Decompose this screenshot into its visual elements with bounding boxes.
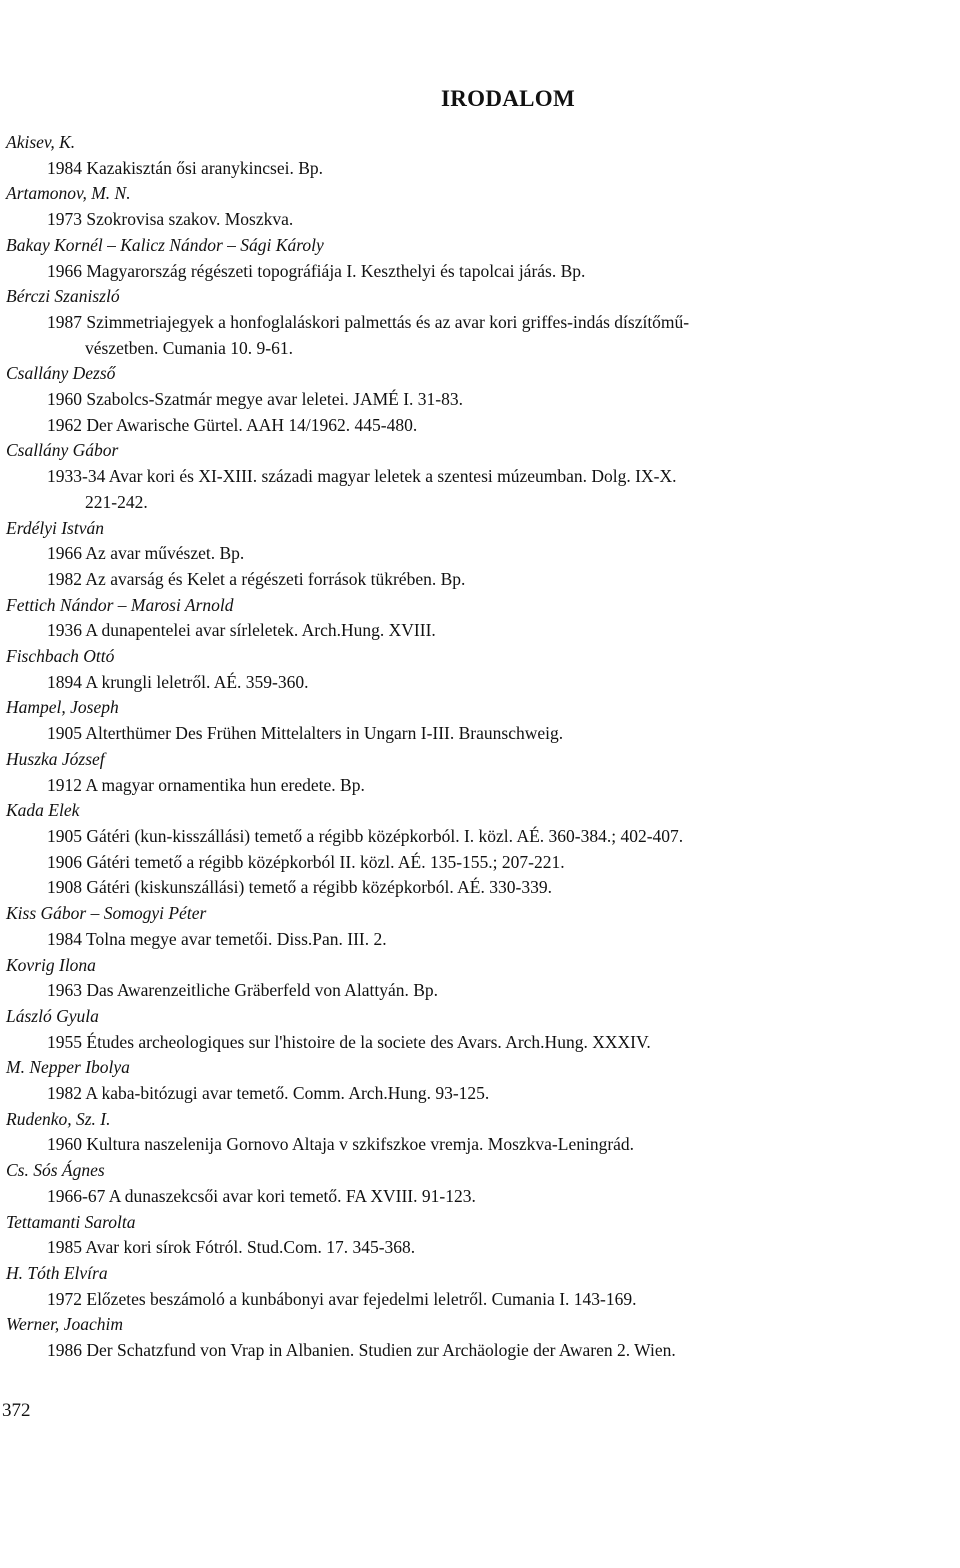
entry-reference: 1962 Der Awarische Gürtel. AAH 14/1962. 445-480. [47, 414, 418, 435]
entry-reference: 1985 Avar kori sírok Fótról. Stud.Com. 17. 345-368. [47, 1237, 416, 1258]
bibliography-entry [6, 644, 946, 695]
entry-reference: 1966 Az avar művészet. Bp. [47, 543, 245, 564]
entry-reference: 1905 Alterthümer Des Frühen Mittelalters in Ungarn I-III. Braunschweig. [47, 723, 564, 744]
entry-author: Csallány Gábor [6, 440, 119, 461]
entry-reference: 1986 Der Schatzfund von Vrap in Albanien. Studien zur Archäologie der Awaren 2. Wien. [47, 1340, 676, 1361]
entry-reference-continuation: 221-242. [85, 491, 148, 512]
entry-reference: 1905 Gátéri (kun-kisszállási) temető a régibb középkorból. I. közl. AÉ. 360-384.; 402-407. [47, 825, 684, 846]
bibliography-entry [6, 1107, 946, 1158]
entry-author: Kada Elek [6, 800, 80, 821]
entry-author: Kovrig Ilona [6, 954, 96, 975]
entry-author: Rudenko, Sz. I. [6, 1108, 111, 1129]
bibliography-entry [6, 1261, 946, 1312]
bibliography-entry [6, 130, 946, 181]
entry-author: Kiss Gábor – Somogyi Péter [6, 903, 207, 924]
entry-author: Bérczi Szaniszló [6, 286, 120, 307]
entry-author: Hampel, Joseph [6, 697, 119, 718]
bibliography-entry [6, 901, 946, 952]
bibliography-entry [6, 1312, 946, 1363]
entry-reference: 1960 Kultura naszelenija Gornovo Altaja v szkifszkoe vremja. Moszkva-Leningrád. [47, 1134, 635, 1155]
entry-reference: 1984 Tolna megye avar temetői. Diss.Pan. III. 2. [47, 928, 387, 949]
bibliography-entry [6, 695, 946, 746]
entry-reference: 1982 Az avarság és Kelet a régészeti források tükrében. Bp. [47, 568, 466, 589]
bibliography-entry [6, 516, 946, 593]
entry-reference: 1984 Kazakisztán ősi aranykincsei. Bp. [47, 157, 324, 178]
entry-reference: 1912 A magyar ornamentika hun eredete. Bp. [47, 774, 365, 795]
entry-author: Cs. Sós Ágnes [6, 1160, 105, 1181]
entry-reference: 1936 A dunapentelei avar sírleletek. Arch.Hung. XVIII. [47, 620, 436, 641]
entry-reference: 1908 Gátéri (kiskunszállási) temető a régibb középkorból. AÉ. 330-339. [47, 877, 552, 898]
bibliography-entry [6, 181, 946, 232]
bibliography-entry [6, 798, 946, 901]
entry-author: Werner, Joachim [6, 1314, 123, 1335]
entry-author: Artamonov, M. N. [6, 183, 131, 204]
entry-reference: 1960 Szabolcs-Szatmár megye avar leletei. JAMÉ I. 31-83. [47, 389, 463, 410]
entry-reference: 1906 Gátéri temető a régibb középkorból II. közl. AÉ. 135-155.; 207-221. [47, 851, 565, 872]
entry-reference: 1966-67 A dunaszekcsői avar kori temető. FA XVIII. 91-123. [47, 1185, 476, 1206]
bibliography-entry [6, 1210, 946, 1261]
entry-author: Erdélyi István [6, 517, 105, 538]
bibliography-entry [6, 284, 946, 361]
entry-reference-continuation: vészetben. Cumania 10. 9-61. [85, 337, 294, 358]
entry-author: M. Nepper Ibolya [6, 1057, 130, 1078]
bibliography-entry [6, 361, 946, 438]
entry-reference: 1955 Études archeologiques sur l'histoire de la societe des Avars. Arch.Hung. XXXIV. [47, 1031, 651, 1052]
bibliography-entry [6, 953, 946, 1004]
entry-reference: 1987 Szimmetriajegyek a honfoglaláskori palmettás és az avar kori griffes-indás díszítőmű- [47, 311, 690, 332]
entry-author: László Gyula [6, 1005, 99, 1026]
bibliography-entry [6, 747, 946, 798]
bibliography-entry [6, 233, 946, 284]
entry-reference: 1894 A krungli leletről. AÉ. 359-360. [47, 671, 309, 692]
entry-reference: 1933-34 Avar kori és XI-XIII. századi magyar leletek a szentesi múzeumban. Dolg. IX-X. [47, 466, 677, 487]
entry-author: Tettamanti Sarolta [6, 1211, 136, 1232]
bibliography-list [6, 130, 946, 1364]
page-number: 372 [2, 1400, 31, 1421]
page-title: IRODALOM [440, 86, 575, 111]
bibliography-entry [6, 593, 946, 644]
bibliography-entry [6, 1004, 946, 1055]
entry-author: Fischbach Ottó [6, 646, 115, 667]
entry-reference: 1966 Magyarország régészeti topográfiája I. Keszthelyi és tapolcai járás. Bp. [47, 260, 586, 281]
bibliography-entry [6, 438, 946, 515]
entry-author: Bakay Kornél – Kalicz Nándor – Sági Károly [6, 234, 324, 255]
bibliography-entry [6, 1055, 946, 1106]
entry-author: Fettich Nándor – Marosi Arnold [6, 594, 234, 615]
entry-reference: 1973 Szokrovisa szakov. Moszkva. [47, 209, 294, 230]
entry-reference: 1963 Das Awarenzeitliche Gräberfeld von Alattyán. Bp. [47, 980, 439, 1001]
entry-author: Akisev, K. [6, 132, 76, 152]
entry-author: H. Tóth Elvíra [6, 1262, 108, 1283]
bibliography-entry [6, 1158, 946, 1209]
entry-author: Huszka József [6, 748, 105, 769]
entry-author: Csallány Dezső [6, 363, 116, 384]
entry-reference: 1972 Előzetes beszámoló a kunbábonyi avar fejedelmi leletről. Cumania I. 143-169. [47, 1288, 637, 1309]
entry-reference: 1982 A kaba-bitózugi avar temető. Comm. Arch.Hung. 93-125. [47, 1083, 490, 1104]
